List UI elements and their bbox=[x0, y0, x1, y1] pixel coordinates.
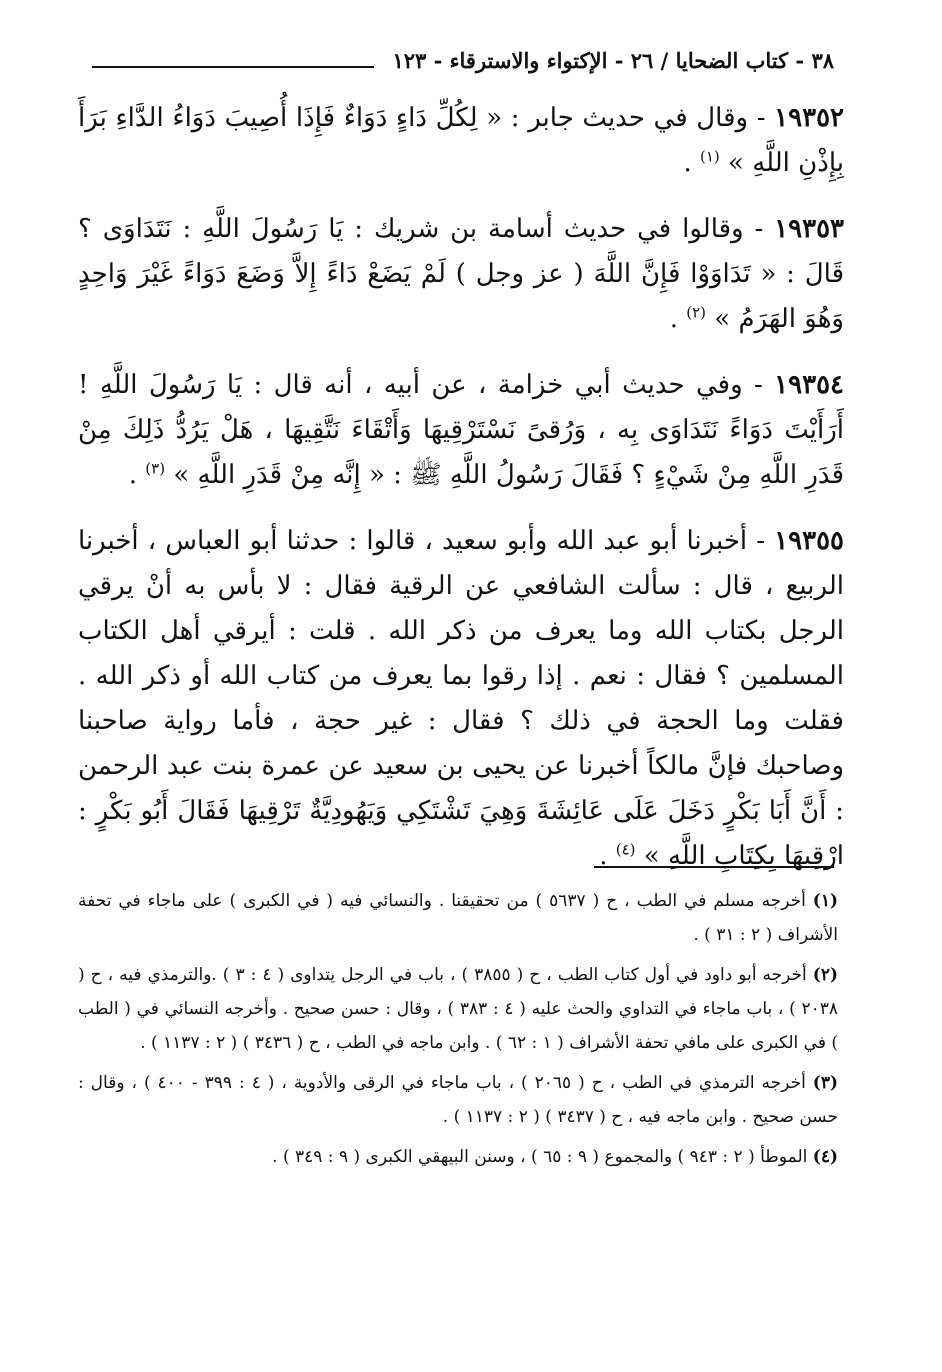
hadith-number: ١٩٣٥٢ bbox=[774, 103, 844, 133]
hadith-text: - وقال في حديث جابر : « لِكُلِّ دَاءٍ دَوَاءٌ فَإِذَا أُصِيبَ دَوَاءُ الدَّاءِ بَرَأَ بِإِذْنِ اللَّهِ » bbox=[78, 103, 844, 178]
footnote-reference: (٢) bbox=[686, 303, 707, 322]
hadith-text: - وقالوا في حديث أسامة بن شريك : يَا رَسُولَ اللَّهِ : نَتَدَاوَى ؟ قَالَ : « تَدَاوَوْا فَإِنَّ اللَّهَ ( عز وجل ) لَمْ يَضَعْ دَاءً إِلاَّ وَضَعَ دَوَاءً غَيْرَ وَاحِدٍ وَهُوَ الهَرَمُ » bbox=[78, 214, 844, 334]
sentence-end: . bbox=[683, 148, 700, 178]
hadith-text: - أخبرنا أبو عبد الله وأبو سعيد ، قالوا : حدثنا أبو العباس ، أخبرنا الربيع ، قال : سألت الشافعي عن الرقية فقال : لا بأس به أنْ يرقي الرجل بكتاب الله وما يعرف من ذكر الله . قلت : أيرقي أهل الكتاب المسلمين ؟ فقال : نعم . إذا رقوا بما يعرف من كتاب الله أو ذكر الله . فقلت وما الحجة في ذلك ؟ فقال : غير حجة ، فأما رواية صاحبنا وصاحبك فإنَّ مالكاً أخبرنا عن يحيى بن سعيد عن عمرة بنت عبد الرحمن : أَنَّ أَبَا بَكْرٍ دَخَلَ عَلَى عَائِشَةَ وَهِيَ تَشْتَكِي وَيَهُودِيَّةٌ تَرْقِيهَا فَقَالَ أَبُو بَكْرٍ : ارْقِيهَا بِكِتَابِ اللَّهِ » bbox=[78, 526, 844, 871]
header-title: ٣٨ - كتاب الضحايا / ٢٦ - الإكتواء والاسترقاء - ١٢٣ bbox=[392, 47, 834, 73]
footnote-marker: (٣) bbox=[812, 1073, 838, 1093]
footnote-reference: (١) bbox=[699, 147, 720, 166]
footnotes bbox=[78, 884, 838, 1180]
hadith-paragraph-19353 bbox=[78, 207, 844, 342]
sentence-end: . bbox=[128, 460, 146, 490]
footnote-marker: (١) bbox=[812, 891, 839, 911]
hadith-paragraph-19352 bbox=[78, 96, 844, 186]
hadith-number: ١٩٣٥٣ bbox=[774, 214, 844, 244]
footnote-separator bbox=[594, 866, 834, 868]
footnote-4 bbox=[78, 1140, 838, 1174]
hadith-paragraph-19355 bbox=[78, 519, 844, 879]
footnote-text: أخرجه أبو داود في أول كتاب الطب ، ح ( ٣٨٥٥ ) ، باب في الرجل يتداوى ( ٤ : ٣ ) .والترمذي فيه ، ح ( ٢٠٣٨ ) ، باب ماجاء في التداوي والحث عليه ( ٤ : ٣٨٣ ) ، وقال : حسن صحيح . وأخرجه النسائي في ( الطب ) في الكبرى على مافي تحفة الأشراف ( ١ : ٦٢ ) . وابن ماجه في الطب ، ح ( ٣٤٣٦ ) ( ٢ : ١١٣٧ ) . bbox=[78, 965, 838, 1053]
hadith-paragraph-19354 bbox=[78, 363, 844, 498]
footnote-2 bbox=[78, 958, 838, 1060]
footnote-marker: (٤) bbox=[812, 1147, 838, 1167]
sentence-end: . bbox=[599, 841, 616, 871]
footnote-text: أخرجه مسلم في الطب ، ح ( ٥٦٣٧ ) من تحقيقنا . والنسائي فيه ( في الكبرى ) على ماجاء في تحفة الأشراف ( ٢ : ٣١ ) . bbox=[78, 891, 838, 945]
main-text bbox=[78, 96, 844, 900]
hadith-text: - وفي حديث أبي خزامة ، عن أبيه ، أنه قال : يَا رَسُولَ اللَّهِ ! أَرَأَيْتَ دَوَاءً نَتَدَاوَى بِه ، وَرُقىً نَسْتَرْقِيهَا وَأَتْقَاءَ نَتَّقِيهَا ، هَلْ يَرُدُّ ذَلِكَ مِنْ قَدَرِ اللَّهِ مِنْ شَيْءٍ ؟ فَقَالَ رَسُولُ اللَّهِ ﷺ : « إِنَّه مِنْ قَدَرِ اللَّهِ » bbox=[78, 370, 844, 490]
footnote-text: أخرجه الترمذي في الطب ، ح ( ٢٠٦٥ ) ، باب ماجاء في الرقى والأدوية ، ( ٤ : ٣٩٩ - ٤٠٠ ) ، وقال : حسن صحيح . وابن ماجه فيه ، ح ( ٣٤٣٧ ) ( ٢ : ١١٣٧ ) . bbox=[78, 1073, 838, 1127]
running-header bbox=[92, 42, 834, 78]
footnote-reference: (٣) bbox=[145, 459, 166, 478]
header-rule bbox=[92, 66, 374, 68]
footnote-3 bbox=[78, 1066, 838, 1134]
sentence-end: . bbox=[669, 304, 687, 334]
footnote-marker: (٢) bbox=[812, 965, 839, 985]
hadith-number: ١٩٣٥٥ bbox=[774, 526, 844, 556]
footnote-reference: (٤) bbox=[615, 840, 636, 859]
hadith-number: ١٩٣٥٤ bbox=[774, 370, 844, 400]
footnote-1 bbox=[78, 884, 838, 952]
footnote-text: الموطأ ( ٢ : ٩٤٣ ) والمجموع ( ٩ : ٦٥ ) ، وسنن البيهقي الكبرى ( ٩ : ٣٤٩ ) . bbox=[272, 1147, 813, 1167]
